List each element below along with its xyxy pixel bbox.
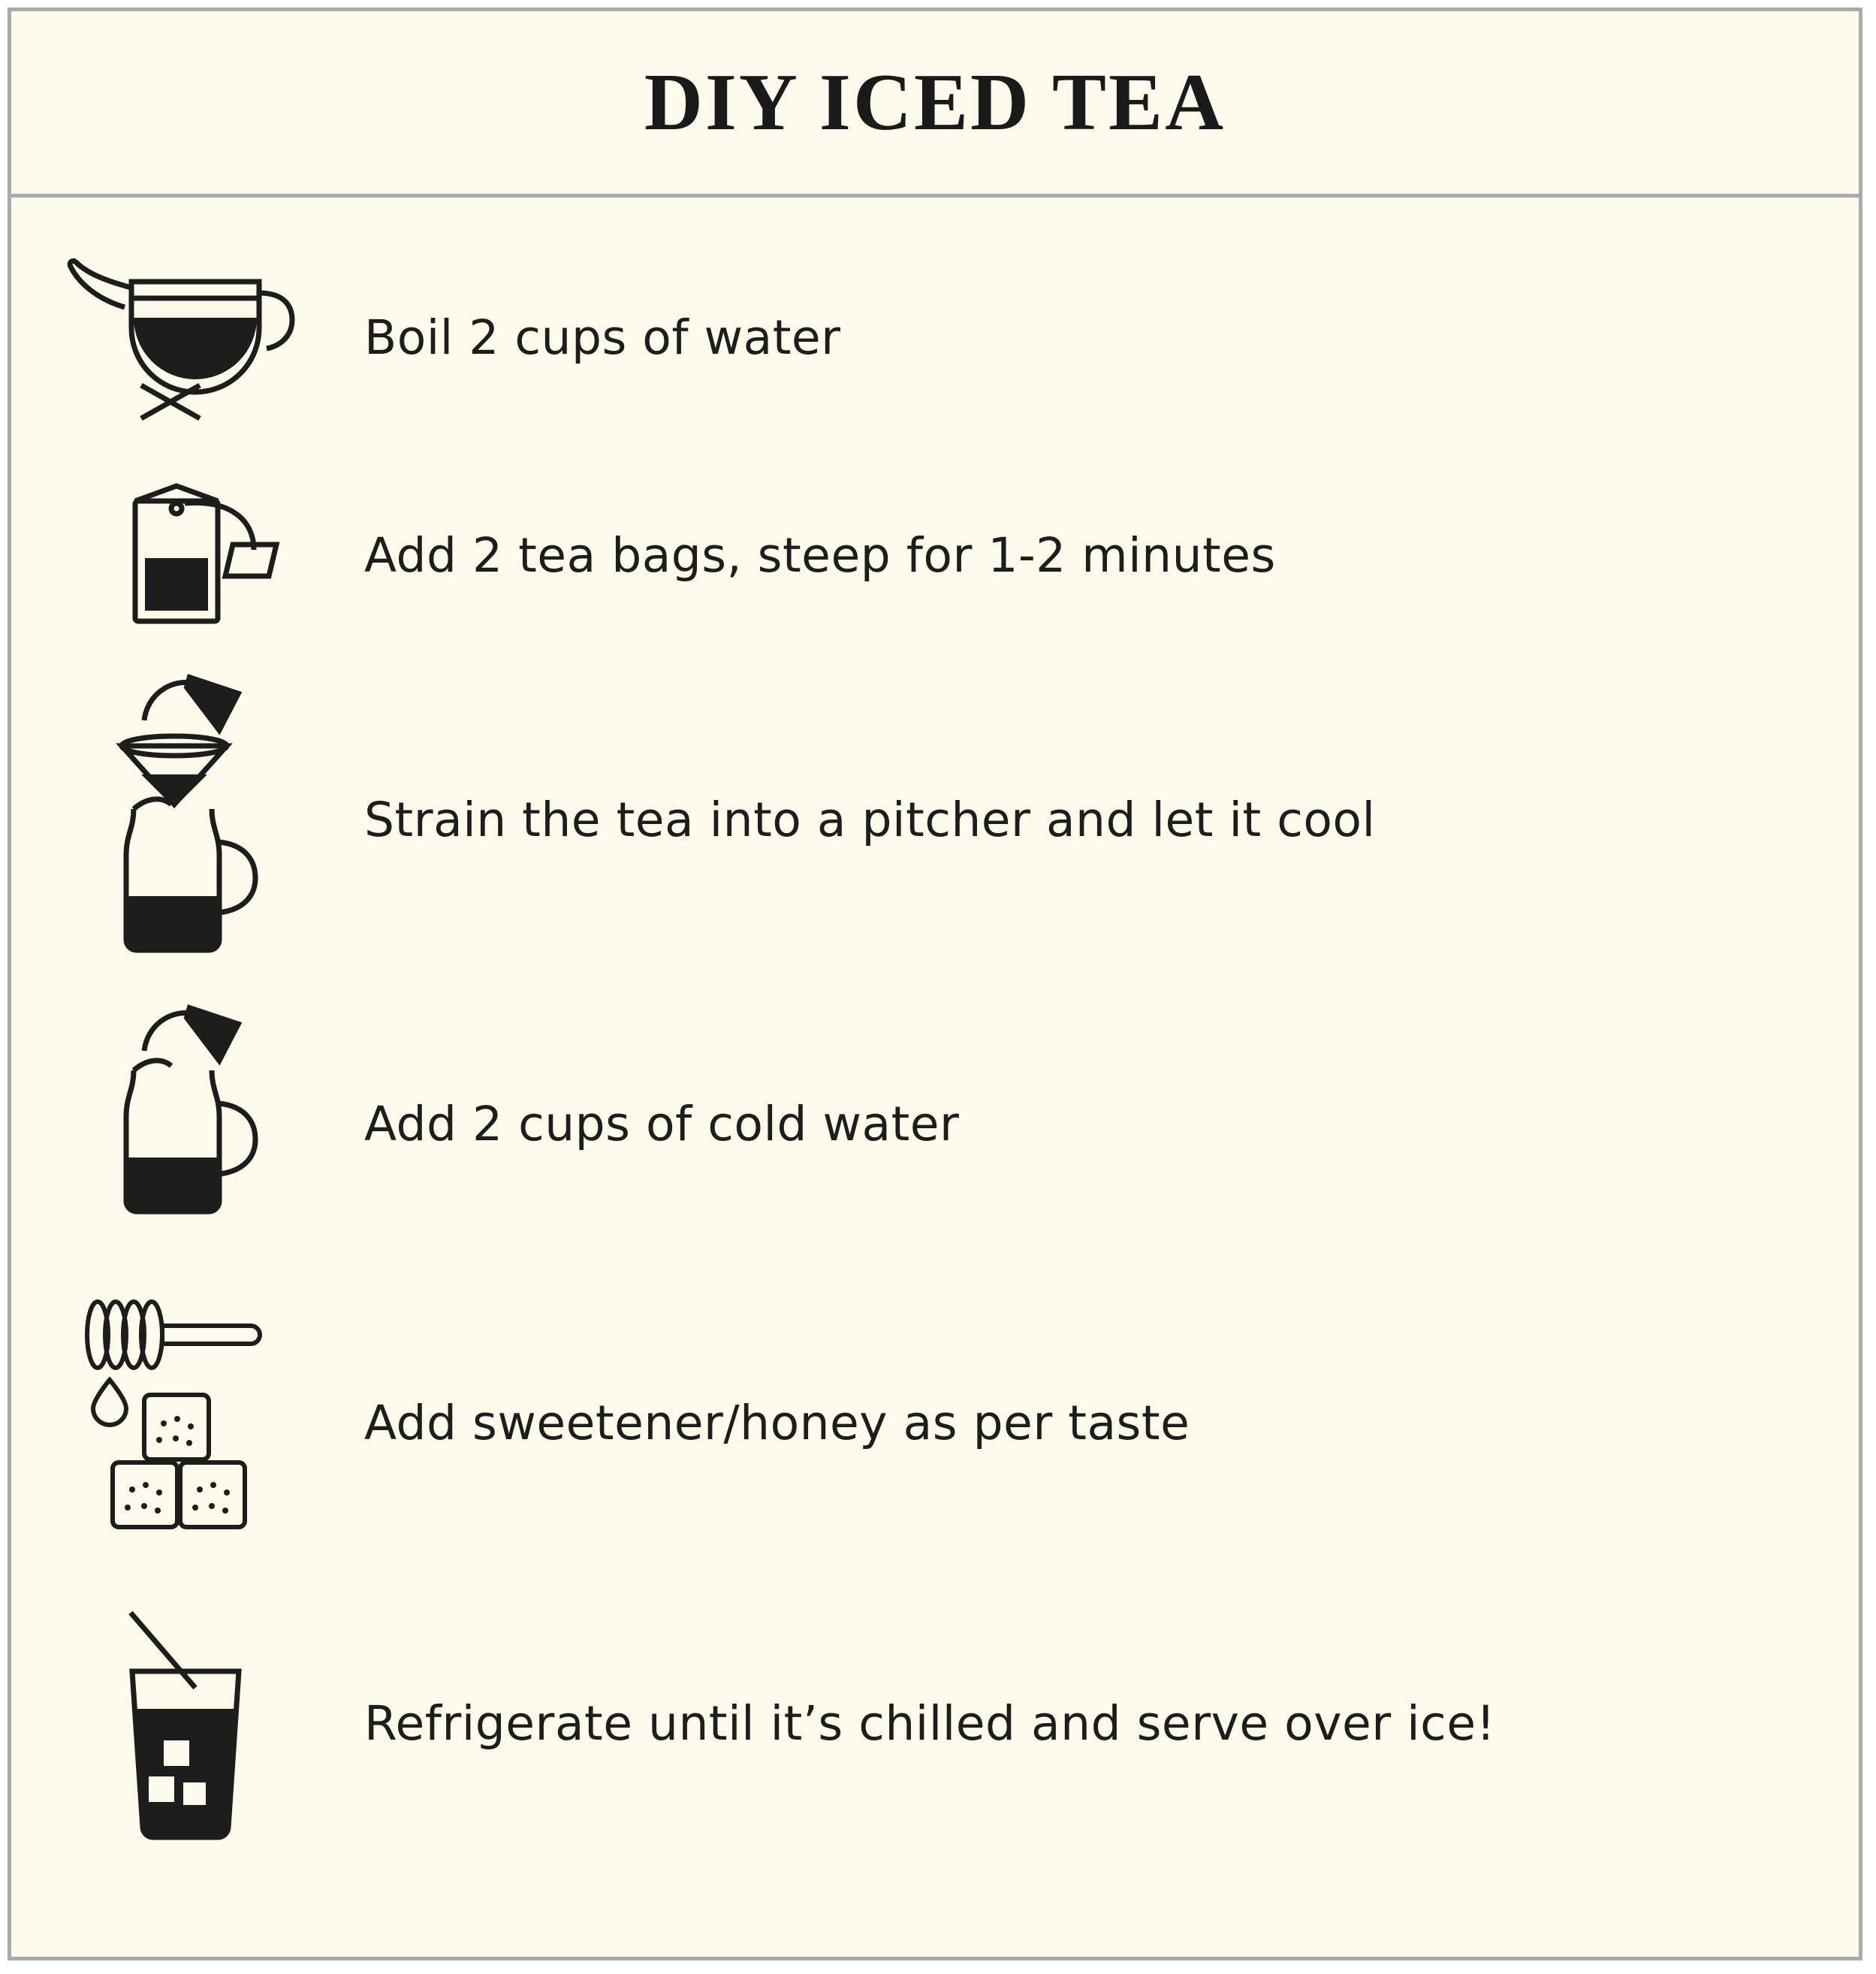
list-item	[11, 976, 1859, 1273]
steps-list	[11, 198, 1859, 1874]
poster-header	[11, 11, 1859, 198]
step-text: Refrigerate until it’s chilled and serve over ice!	[364, 1695, 1496, 1751]
list-item	[11, 1574, 1859, 1874]
list-item	[11, 1273, 1859, 1574]
list-item	[11, 665, 1859, 976]
list-item	[11, 447, 1859, 665]
strainer-pitcher-icon	[11, 671, 364, 971]
teapot-icon	[11, 252, 364, 424]
pitcher-pouring-icon	[11, 1001, 364, 1249]
page-title: DIY ICED TEA	[644, 57, 1226, 147]
step-text: Add 2 cups of cold water	[364, 1097, 960, 1152]
step-text: Boil 2 cups of water	[364, 309, 841, 365]
honey-dipper-sugar-cubes-icon	[11, 1296, 364, 1551]
step-text: Strain the tea into a pitcher and let it cool	[364, 792, 1376, 848]
iced-glass-straw-icon	[11, 1596, 364, 1852]
step-text: Add sweetener/honey as per taste	[364, 1395, 1190, 1450]
list-item	[11, 229, 1859, 447]
tea-bag-icon	[11, 469, 364, 642]
step-text: Add 2 tea bags, steep for 1-2 minutes	[364, 527, 1276, 583]
recipe-poster	[8, 8, 1862, 1960]
